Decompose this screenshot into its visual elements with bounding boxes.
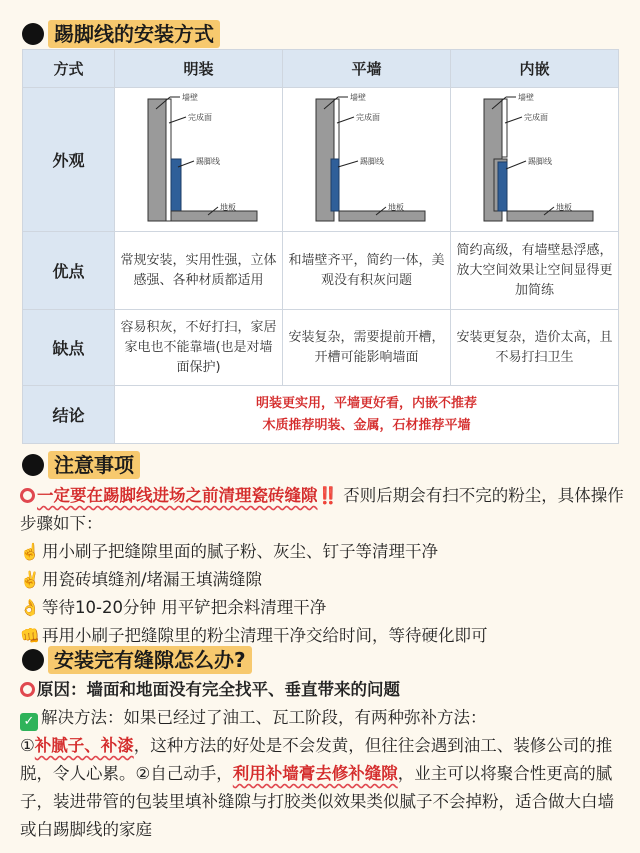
warning-highlight: 一定要在踢脚线进场之前清理瓷砖缝隙 (37, 486, 318, 505)
solution-text-2: ，业主可以将聚合性更高的腻子，装进带管的包装里填补缝隙与打胶类似效果类似腻子不会掉粉，适合做大白墙或白踢脚线的家庭 (20, 764, 614, 839)
cons-surface-mount: 容易积灰，不好打扫，家居家电也不能靠墙(也是对墙面保护) (115, 310, 283, 386)
step-text: 用小刷子把缝隙里面的腻子粉、灰尘、钉子等清理干净 (42, 542, 438, 561)
conclusion-line-2: 木质推荐明装、金属，石材推荐平墙 (262, 417, 471, 433)
header-method: 方式 (23, 50, 115, 88)
label-surface: 完成面 (355, 112, 380, 122)
section-title: 踢脚线的安装方式 (48, 20, 220, 48)
section-heading-install-methods (22, 20, 220, 48)
step-item (20, 538, 626, 566)
solution-intro-line (20, 704, 626, 732)
flush-diagram (302, 91, 432, 225)
table-row-conclusion (23, 386, 619, 444)
solution-number-1: ① (20, 736, 35, 755)
index-pointing-up-icon: ☝️ (20, 542, 40, 561)
table-row-cons (23, 310, 619, 386)
solution-paragraph (20, 732, 626, 844)
red-circle-icon (20, 488, 35, 503)
check-mark-icon: ✓ (20, 713, 38, 731)
step-text: 用瓷砖填缝剂/堵漏王填满缝隙 (42, 570, 263, 589)
diagram-flush (283, 88, 451, 232)
step-item (20, 566, 626, 594)
surface-mount-diagram (134, 91, 264, 225)
solution-intro-text: 解决方法：如果已经过了油工、瓦工阶段，有两种弥补方法： (41, 708, 487, 727)
section-heading-notes (22, 451, 140, 479)
section-title: 安装完有缝隙怎么办? (48, 646, 252, 674)
black-circle-icon (22, 649, 44, 671)
header-surface-mount: 明装 (115, 50, 283, 88)
diagram-recessed (451, 88, 619, 232)
gaps-block (20, 676, 626, 844)
solution-text-1: ，这种方法的好处是不会发黄，但往往会遇到油工、装修公司的推脱，令人心累。②自己动手， (20, 736, 613, 783)
label-skirting: 踢脚线 (195, 156, 220, 166)
solution-highlight-1: 补腻子、补漆 (34, 736, 134, 755)
section-title: 注意事项 (48, 451, 140, 479)
step-text: 等待10-20分钟 用平铲把余料清理干净 (42, 598, 327, 617)
cons-flush: 安装复杂，需要提前开槽，开槽可能影响墙面 (283, 310, 451, 386)
cons-recessed: 安装更复杂，造价太高，且不易打扫卫生 (451, 310, 619, 386)
row-label-appearance: 外观 (23, 88, 115, 232)
table-header-row (23, 50, 619, 88)
recessed-diagram (470, 91, 600, 225)
warning-rest: 否则后期会有扫不完的粉尘，具体操作步骤如下： (20, 486, 624, 533)
comparison-table (22, 49, 619, 444)
warning-paragraph (20, 482, 626, 538)
label-floor: 地板 (387, 202, 404, 212)
conclusion-line-1: 明装更实用，平墙更好看，内嵌不推荐 (255, 395, 477, 411)
label-skirting: 踢脚线 (359, 156, 384, 166)
label-wall: 墙壁 (181, 92, 198, 102)
ok-hand-icon: 👌 (20, 598, 40, 617)
diagram-surface-mount (115, 88, 283, 232)
reason-line (20, 676, 626, 704)
step-item (20, 594, 626, 622)
pros-surface-mount: 常规安装，实用性强，立体感强、各种材质都适用 (115, 232, 283, 310)
section-heading-gaps (22, 646, 252, 674)
label-surface: 完成面 (523, 112, 548, 122)
black-circle-icon (22, 454, 44, 476)
label-wall: 墙壁 (517, 92, 534, 102)
victory-hand-icon: ✌️ (20, 570, 40, 589)
row-label-pros: 优点 (23, 232, 115, 310)
label-wall: 墙壁 (349, 92, 366, 102)
row-label-conclusion: 结论 (23, 386, 115, 444)
label-floor: 地板 (219, 202, 236, 212)
label-surface: 完成面 (187, 112, 212, 122)
pros-recessed: 简约高级，有墙壁悬浮感，放大空间效果让空间显得更加简练 (451, 232, 619, 310)
reason-text: 原因：墙面和地面没有完全找平、垂直带来的问题 (37, 680, 400, 699)
conclusion-cell (115, 386, 619, 444)
header-recessed: 内嵌 (451, 50, 619, 88)
red-circle-icon (20, 682, 35, 697)
notes-block (20, 482, 626, 650)
black-circle-icon (22, 23, 44, 45)
fist-icon: 👊 (20, 626, 40, 645)
label-floor: 地板 (555, 202, 572, 212)
solution-highlight-2: 利用补墙膏去修补缝隙 (232, 764, 398, 783)
table-row-pros (23, 232, 619, 310)
step-text: 再用小刷子把缝隙里的粉尘清理干净交给时间，等待硬化即可 (42, 626, 488, 645)
label-skirting: 踢脚线 (527, 156, 552, 166)
table-row-appearance (23, 88, 619, 232)
row-label-cons: 缺点 (23, 310, 115, 386)
header-flush: 平墙 (283, 50, 451, 88)
pros-flush: 和墙壁齐平，简约一体，美观没有积灰问题 (283, 232, 451, 310)
double-exclamation-icon: ‼️ (317, 486, 339, 505)
